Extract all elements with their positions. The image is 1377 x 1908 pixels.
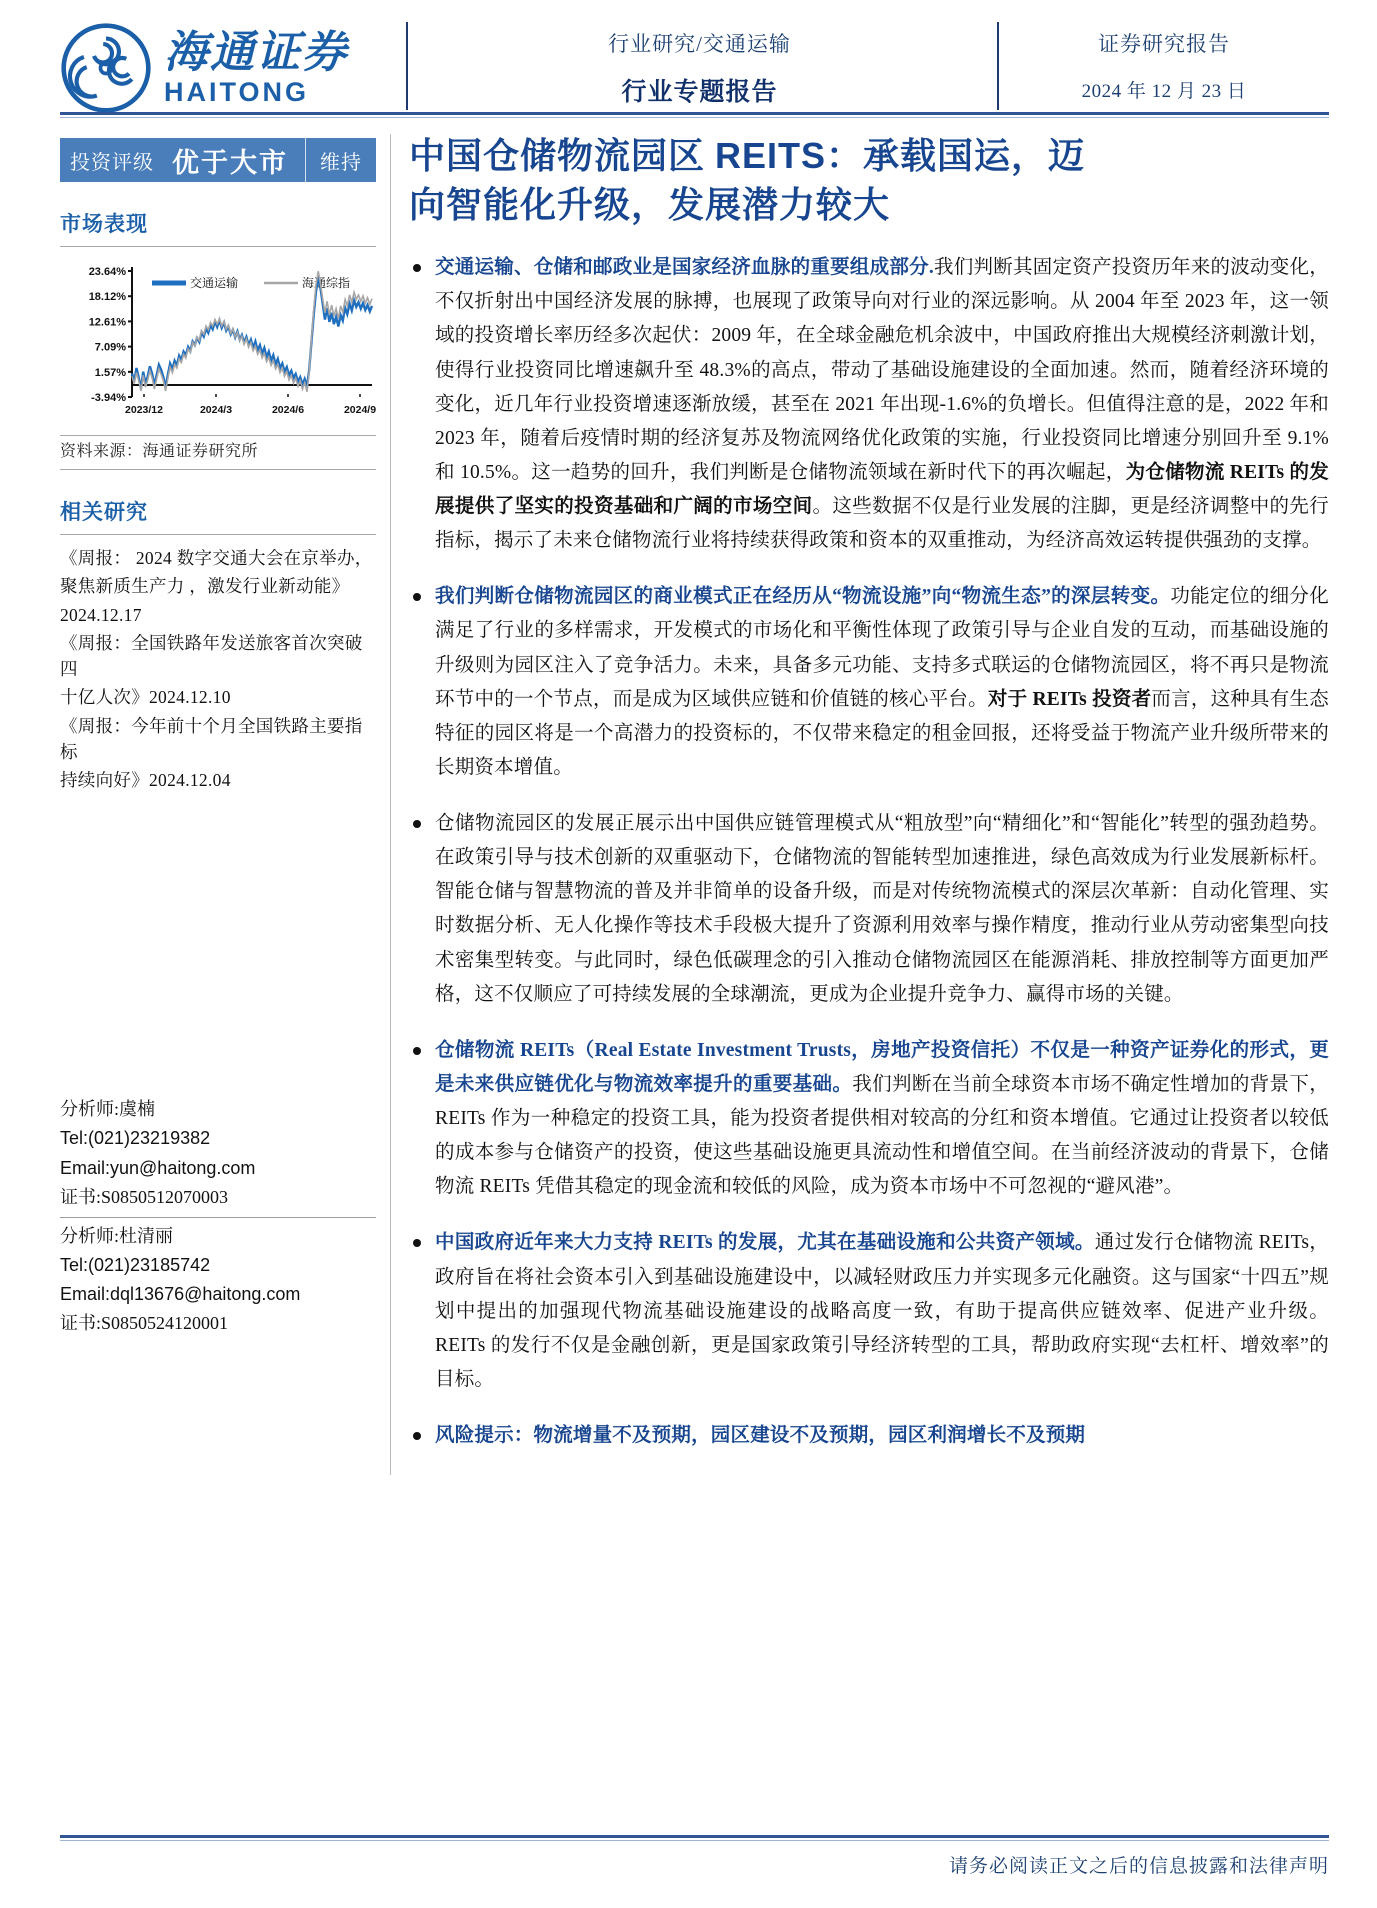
list-item[interactable]: 持续向好》2024.12.04 — [60, 770, 231, 790]
list-item[interactable]: 十亿人次》2024.12.10 — [60, 687, 231, 708]
related-heading-rule — [60, 534, 376, 535]
list-item — [409, 251, 1329, 558]
list-item[interactable]: 《周报： 2024 数字交通大会在京举办， — [60, 548, 373, 568]
analyst-email[interactable]: Email:yun@haitong.com — [60, 1157, 256, 1178]
svg-text:2024/6: 2024/6 — [271, 404, 305, 416]
sidebar-divider — [390, 134, 391, 1475]
report-date: 2024 年 12 月 23 日 — [1081, 81, 1247, 102]
list-item — [409, 807, 1329, 1012]
analyst-name: 分析师:虞楠 — [60, 1099, 156, 1120]
list-item — [409, 1034, 1329, 1205]
svg-text:交通运输: 交通运输 — [190, 276, 239, 290]
report-label: 证券研究报告 — [1098, 32, 1230, 56]
logo-english-name: HAITONG — [164, 76, 310, 107]
report-type: 行业专题报告 — [621, 79, 778, 106]
footer-rule — [60, 1835, 1329, 1838]
point-body: 功能定位的细分化满足了行业的多样需求，开发模式的市场化和平衡性体现了政策引导与企业自发的互动，而基础设施的升级则为园区注入了竞争活力。未来，具备多元功能、支持多式联运的仓储物流园区，将不再只是物流环节中的一个节点，而是成为区域供应链和价值链的核心平台。 — [435, 586, 1329, 710]
list-item — [409, 1226, 1329, 1397]
list-item[interactable]: 《周报：全国铁路年发送旅客首次突破四 — [60, 632, 363, 679]
analyst-cert: 证书:S0850512070003 — [60, 1186, 229, 1207]
svg-text:18.12%: 18.12% — [88, 291, 126, 304]
brand-logo — [60, 22, 400, 114]
analyst-email[interactable]: Email:dql13676@haitong.com — [60, 1284, 301, 1305]
point-body: 通过发行仓储物流 REITs，政府旨在将社会资本引入到基础设施建设中，以减轻财政压力并实现多元化融资。这与国家“十四五”规划中提出的加强现代物流基础设施建设的战略高度一致，有助于提高供应链效率、促进产业升级。REITs 的发行不仅是金融创新，更是国家政策引导经济转型的工具，帮助政府实现“去杠杆、增效率”的目标。 — [435, 1232, 1329, 1390]
header-right — [999, 22, 1329, 103]
header-center — [408, 22, 991, 108]
point-body: 我们判断其固定资产投资历年来的波动变化，不仅折射出中国经济发展的脉搏，也展现了政策导向对行业的深远影响。从 2004 年至 2023 年，这一领域的投资增长率历经多次起伏：2009 年，在全球金融危机余波中，中国政府推出大规模经济刺激计划，使得行业投资同比增速飙升至 48.3%的高点，带动了基础设施建设的全面加速。然而，随着经济环境的变化，近几年行业投资增速逐渐放缓，甚至在 2021 年出现-1.6%的负增长。但值得注意的是，2022 年和 2023 年，随着后疫情时期的经济复苏及物流网络优化政策的实施，行业投资同比增速分别回升至 9.1%和 10.5%。这一趋势的回升，我们判断是仓储物流领域在新时代下的再次崛起， — [435, 257, 1329, 483]
research-category: 行业研究/交通运输 — [608, 32, 791, 56]
analyst-name: 分析师:杜清丽 — [60, 1225, 174, 1246]
market-chart-svg — [60, 257, 376, 429]
list-item[interactable]: 聚焦新质生产力 ，激发行业新动能》 — [60, 576, 350, 597]
investment-rating-bar — [60, 138, 376, 182]
point-lead: 交通运输、仓储和邮政业是国家经济血脉的重要组成部分. — [435, 257, 934, 279]
svg-text:7.09%: 7.09% — [94, 341, 126, 354]
point-body-tail: 。这些数据不仅是行业发展的注脚，更是经济调整中的先行指标，揭示了未来仓储物流行业将持续获得政策和资本的双重推动，为经济高效运转提供强劲的支撑。 — [435, 496, 1329, 552]
point-body: 我们判断在当前全球资本市场不确定性增加的背景下，REITs 作为一种稳定的投资工具，能为投资者提供相对较高的分红和资本增值。它通过让投资者以较低的成本参与仓储资产的投资，使这些基础设施更具流动性和增值空间。在当前经济波动的背景下，仓储物流 REITs 凭借其稳定的现金流和较低的风险，成为资本市场中不可忽视的“避风港”。 — [435, 1073, 1329, 1198]
point-emphasis: 对于 REITs 投资者 — [987, 688, 1152, 710]
list-item[interactable]: 《周报：今年前十个月全国铁路主要指标 — [60, 715, 363, 762]
market-performance-heading: 市场表现 — [60, 212, 148, 236]
analyst-tel: Tel:(021)23185742 — [60, 1255, 211, 1276]
key-points-list — [409, 251, 1329, 1453]
haitong-logo-icon — [60, 22, 152, 114]
market-heading-rule — [60, 246, 376, 247]
risk-warning: 风险提示：物流增量不及预期，园区建设不及预期，园区利润增长不及预期 — [435, 1425, 1086, 1447]
rating-maintain: 维持 — [320, 151, 362, 174]
svg-text:2024/3: 2024/3 — [199, 404, 233, 416]
point-lead: 中国政府近年来大力支持 REITs 的发展，尤其在基础设施和公共资产领域。 — [435, 1232, 1095, 1254]
list-item — [409, 1419, 1329, 1453]
chart-rule-bottom — [60, 469, 376, 470]
list-item[interactable]: 2024.12.17 — [60, 604, 142, 625]
svg-text:1.57%: 1.57% — [94, 366, 126, 379]
related-research-heading: 相关研究 — [60, 500, 148, 524]
analyst-cert: 证书:S0850524120001 — [60, 1313, 229, 1334]
svg-text:2024/9: 2024/9 — [343, 404, 376, 416]
title-part-1: 中国仓储物流园区 — [409, 136, 716, 176]
sidebar — [60, 130, 390, 1475]
market-performance-chart — [60, 257, 376, 427]
page-header — [0, 0, 1377, 118]
analyst-entry — [60, 1217, 376, 1341]
header-rule-thin — [60, 117, 1329, 118]
footer-rule-thin — [60, 1840, 1329, 1841]
svg-text:12.61%: 12.61% — [88, 316, 126, 329]
point-emphasis: 为仓储物流 REITs 的发展提供了坚实的投资基础和广阔的市场空间 — [435, 461, 1329, 518]
analyst-tel: Tel:(021)23219382 — [60, 1128, 211, 1149]
point-body: 仓储物流园区的发展正展示出中国供应链管理模式从“粗放型”向“精细化”和“智能化”转型的强劲趋势。在政策引导与技术创新的双重驱动下，仓储物流的智能转型加速推进，绿色高效成为行业发展新标杆。智能仓储与智慧物流的普及并非简单的设备升级，而是对传统物流模式的深层次革新：自动化管理、实时数据分析、无人化操作等技术手段极大提升了资源利用效率与操作精度，推动行业从劳动密集型向技术密集型转变。与此同时，绿色低碳理念的引入推动仓储物流园区在能源消耗、排放控制等方面更加严格，这不仅顺应了可持续发展的全球潮流，更成为企业提升竞争力、赢得市场的关键。 — [435, 813, 1329, 1005]
svg-text:2023/12: 2023/12 — [125, 404, 163, 416]
footer-disclaimer: 请务必阅读正文之后的信息披露和法律声明 — [948, 1856, 1329, 1877]
article-content — [409, 130, 1329, 1475]
logo-chinese-name: 海通证券 — [164, 27, 348, 77]
title-reits: REITS — [715, 135, 827, 176]
chart-source: 资料来源：海通证券研究所 — [60, 443, 259, 460]
title-line-2: 向智能化升级，发展潜力较大 — [409, 184, 891, 225]
svg-text:海通综指: 海通综指 — [302, 276, 351, 290]
page-footer — [60, 1835, 1329, 1878]
header-rule — [60, 112, 1329, 115]
analyst-info — [60, 1093, 376, 1340]
page-title — [409, 132, 1329, 229]
chart-rule — [60, 435, 376, 436]
related-research-list — [60, 545, 376, 793]
rating-label: 投资评级 — [70, 151, 154, 174]
point-lead: 我们判断仓储物流园区的商业模式正在经历从“物流设施”向“物流生态”的深层转变。 — [435, 586, 1171, 608]
page-body — [0, 118, 1377, 1475]
svg-text:23.64%: 23.64% — [88, 266, 126, 278]
point-lead: 仓储物流 REITs（Real Estate Investment Trusts，房地产投资信托）不仅是一种资产证券化的形式，更是未来供应链优化与物流效率提升的重要基础。 — [435, 1039, 1329, 1095]
analyst-entry — [60, 1093, 376, 1214]
svg-text:-3.94%: -3.94% — [91, 392, 126, 404]
rating-value: 优于大市 — [172, 147, 288, 178]
point-body-tail: 而言，这种具有生态特征的园区将是一个高潜力的投资标的，不仅带来稳定的租金回报，还将受益于物流产业升级所带来的长期资本增值。 — [435, 688, 1329, 778]
list-item — [409, 580, 1329, 785]
title-part-2: ：承载国运，迈 — [826, 136, 1086, 176]
